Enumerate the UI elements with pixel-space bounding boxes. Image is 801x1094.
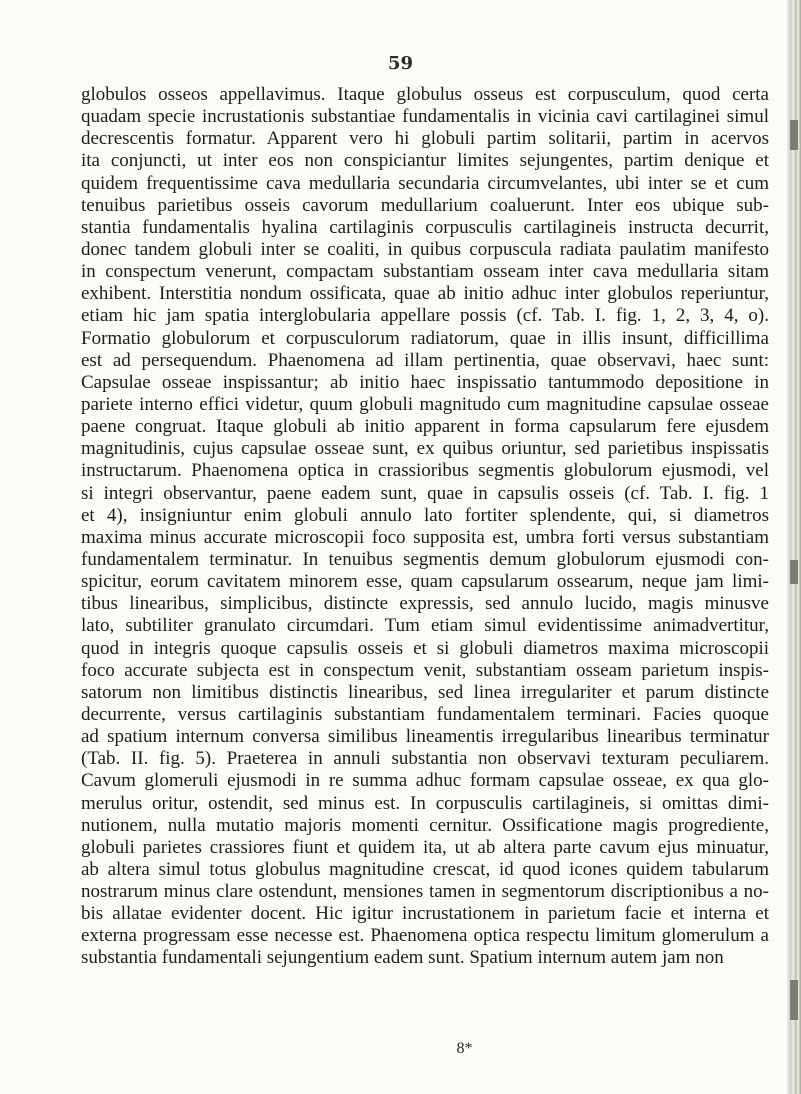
page-number: 59 — [387, 53, 414, 74]
text-line: magnitudinis, cujus capsulae osseae sunt, ex quibus oriuntur, sed parietibus inspissatis — [81, 438, 769, 460]
text-line: exhibent. Interstitia nondum ossificata, quae ab initio adhuc inter globulos reperiuntur, — [81, 283, 769, 305]
text-line: et 4), insigniuntur enim globuli annulo lato fortiter splendente, qui, si diametros — [81, 504, 769, 526]
text-line: foco accurate subjecta est in conspectum venit, substantiam osseam parietum inspis- — [81, 659, 769, 681]
binding-mark — [790, 120, 798, 150]
text-line: (Tab. II. fig. 5). Praeterea in annuli substantia non observavi texturam peculiarem. — [81, 748, 769, 770]
text-line: ab altera simul totus globulus magnitudine crescat, id quod icones quidem tabularum — [81, 858, 769, 880]
text-line: fundamentalem terminatur. In tenuibus segmentis demum globulorum ejusmodi con- — [81, 548, 769, 570]
text-line: si integri observantur, paene eadem sunt, quae in capsulis osseis (cf. Tab. I. fig. 1 — [81, 482, 769, 504]
page-edge — [787, 0, 801, 1094]
text-line: satorum non limitibus distinctis linearibus, sed linea irregulariter et parum distincte — [81, 681, 769, 703]
text-line: lato, subtiliter granulato circumdari. Tum etiam simul evidentissime animadvertitur, — [81, 615, 769, 637]
text-line: nostrarum minus clare ostendunt, mensiones tamen in segmentorum discriptionibus a no- — [81, 881, 769, 903]
text-line: spicitur, eorum cavitatem minorem esse, quam capsularum ossearum, neque jam limi- — [81, 571, 769, 593]
text-line: paene congruat. Itaque globuli ab initio apparent in forma capsularum fere ejusdem — [81, 416, 769, 438]
text-line: instructarum. Phaenomena optica in crassioribus segmentis globulorum ejusmodi, vel — [81, 460, 769, 482]
signature-mark — [0, 1040, 801, 1058]
text-line: quod in integris quoque capsulis osseis et si globuli diametros maxima microscopii — [81, 637, 769, 659]
text-line: globuli parietes crassiores fiunt et quidem ita, ut ab altera parte cavum ejus minuatur, — [81, 836, 769, 858]
text-line: substantia fundamentali sejungentium eadem sunt. Spatium internum autem jam non — [81, 947, 724, 969]
text-line: quidem frequentissime cava medullaria secundaria circumvelantes, ubi inter se et cum — [81, 172, 769, 194]
signature-text: 8* — [456, 1040, 473, 1057]
text-line: decrescentis formatur. Apparent vero hi globuli partim solitarii, partim in acervos — [81, 128, 769, 150]
text-line: nutionem, nulla mutatio majoris momenti cernitur. Ossificatione magis progrediente, — [81, 814, 769, 836]
text-line: merulus oritur, ostendit, sed minus est. In corpusculis cartilagineis, si omittas dimi- — [81, 792, 769, 814]
binding-mark — [790, 980, 798, 1020]
text-line: Cavum glomeruli ejusmodi in re summa adhuc formam capsulae osseae, ex qua glo- — [81, 770, 769, 792]
text-line: etiam hic jam spatia interglobularia appellare possis (cf. Tab. I. fig. 1, 2, 3, 4, o). — [81, 305, 769, 327]
text-line: externa progressam esse necesse est. Phaenomena optica respectu limitum glomerulum a — [81, 925, 769, 947]
binding-mark — [790, 560, 798, 584]
text-line: pariete interno effici videtur, quum globuli magnitudo cum magnitudine capsulae osseae — [81, 393, 769, 415]
text-line: donec tandem globuli inter se coaliti, in quibus corpuscula radiata paulatim manifesto — [81, 238, 769, 260]
text-line: in conspectum venerunt, compactam substantiam osseam inter cava medullaria sitam — [81, 261, 769, 283]
text-line: tibus linearibus, simplicibus, distincte expressis, sed annulo lucido, magis minusve — [81, 593, 769, 615]
text-line: Formatio globulorum et corpusculorum radiatorum, quae in illis insunt, difficillima — [81, 327, 769, 349]
text-line: stantia fundamentalis hyalina cartilaginis corpusculis cartilagineis instructa decurrit, — [81, 216, 769, 238]
text-line: ad spatium internum conversa similibus lineamentis irregularibus linearibus terminatur — [81, 726, 769, 748]
text-line: bis allatae evidenter docent. Hic igitur incrustationem in parietum facie et interna et — [81, 903, 769, 925]
text-line: ita conjuncti, ut inter eos non conspiciantur limites sejungentes, partim denique et — [81, 150, 769, 172]
text-line: Capsulae osseae inspissantur; ab initio haec inspissatio tantummodo depositione in — [81, 371, 769, 393]
text-line: maxima minus accurate microscopii foco supposita est, umbra forti versus substantiam — [81, 526, 769, 548]
text-line: decurrente, versus cartilaginis substantiam fundamentalem terminari. Facies quoque — [81, 703, 769, 725]
body-text — [81, 84, 769, 970]
text-line: est ad persequendum. Phaenomena ad illam pertinentia, quae observavi, haec sunt: — [81, 349, 769, 371]
text-line: globulos osseos appellavimus. Itaque globulus osseus est corpusculum, quod certa — [81, 84, 769, 105]
text-line: quadam specie incrustationis substantiae fundamentalis in vicinia cavi cartilaginei simul — [81, 106, 769, 128]
text-line: tenuibus parietibus osseis cavorum medullarium coaluerunt. Inter eos ubique sub- — [81, 194, 769, 216]
